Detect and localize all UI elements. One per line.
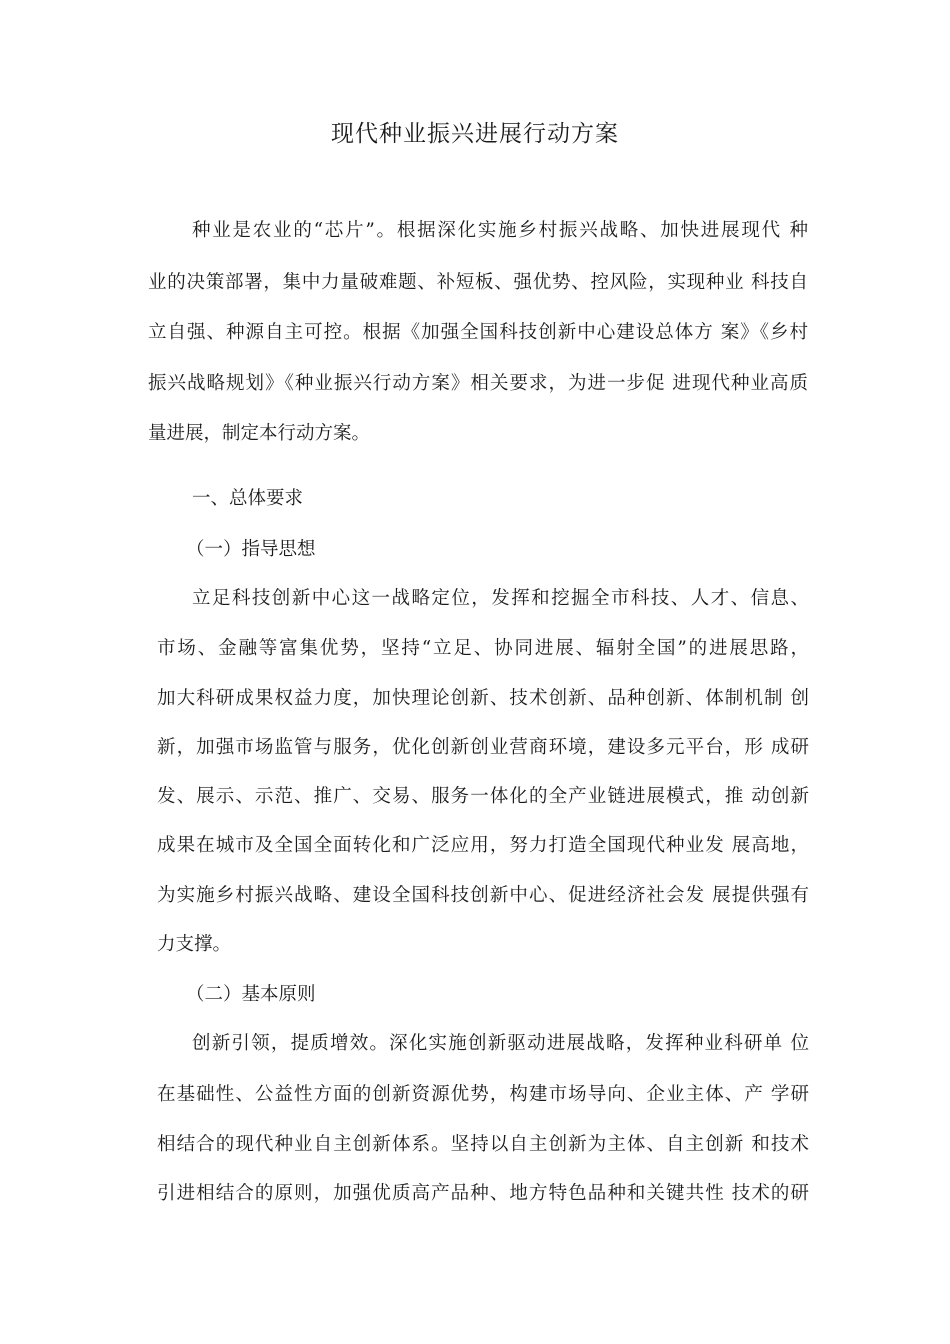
guiding-line-1: 立足科技创新中心这一战略定位，发挥和挖掘全市科技、人才、信息、 <box>192 588 809 609</box>
intro-line-4: 振兴战略规划》《种业振兴行动方案》相关要求，为进一步促 进现代种业高质 <box>148 373 808 394</box>
principle-line-3: 相结合的现代种业自主创新体系。坚持以自主创新为主体、自主创新 和技术 <box>157 1134 809 1155</box>
document-title: 现代种业振兴进展行动方案 <box>331 121 619 147</box>
subsection-heading-basic-principles: （二）基本原则 <box>186 984 316 1005</box>
guiding-line-4: 新，加强市场监管与服务，优化创新创业营商环境，建设多元平台，形 成研 <box>157 737 809 758</box>
subsection-heading-guiding-ideology: （一）指导思想 <box>186 539 316 560</box>
intro-line-2: 业的决策部署，集中力量破难题、补短板、强优势、控风险，实现种业 科技自 <box>148 272 808 293</box>
guiding-line-6: 成果在城市及全国全面转化和广泛应用，努力打造全国现代种业发 展高地， <box>157 835 809 856</box>
guiding-line-5: 发、展示、示范、推广、交易、服务一体化的全产业链进展模式，推 动创新 <box>157 786 809 807</box>
principle-line-1: 创新引领，提质增效。深化实施创新驱动进展战略，发挥种业科研单 位 <box>192 1033 809 1054</box>
guiding-line-8: 力支撑。 <box>157 934 232 955</box>
intro-line-5: 量进展，制定本行动方案。 <box>148 423 371 444</box>
intro-line-1: 种业是农业的“芯片”。根据深化实施乡村振兴战略、加快进展现代 种 <box>192 220 808 241</box>
guiding-line-2: 市场、金融等富集优势，坚持“立足、协同进展、辐射全国”的进展思路， <box>157 638 809 659</box>
principle-line-4: 引进相结合的原则，加强优质高产品种、地方特色品种和关键共性 技术的研 <box>157 1183 809 1204</box>
section-heading-general-requirements: 一、总体要求 <box>192 488 304 509</box>
principle-line-2: 在基础性、公益性方面的创新资源优势，构建市场导向、企业主体、产 学研 <box>157 1084 809 1105</box>
intro-line-3: 立自强、种源自主可控。根据《加强全国科技创新中心建设总体方 案》《乡村 <box>148 322 808 343</box>
guiding-line-7: 为实施乡村振兴战略、建设全国科技创新中心、促进经济社会发 展提供强有 <box>157 885 809 906</box>
guiding-line-3: 加大科研成果权益力度，加快理论创新、技术创新、品种创新、体制机制 创 <box>157 688 809 709</box>
